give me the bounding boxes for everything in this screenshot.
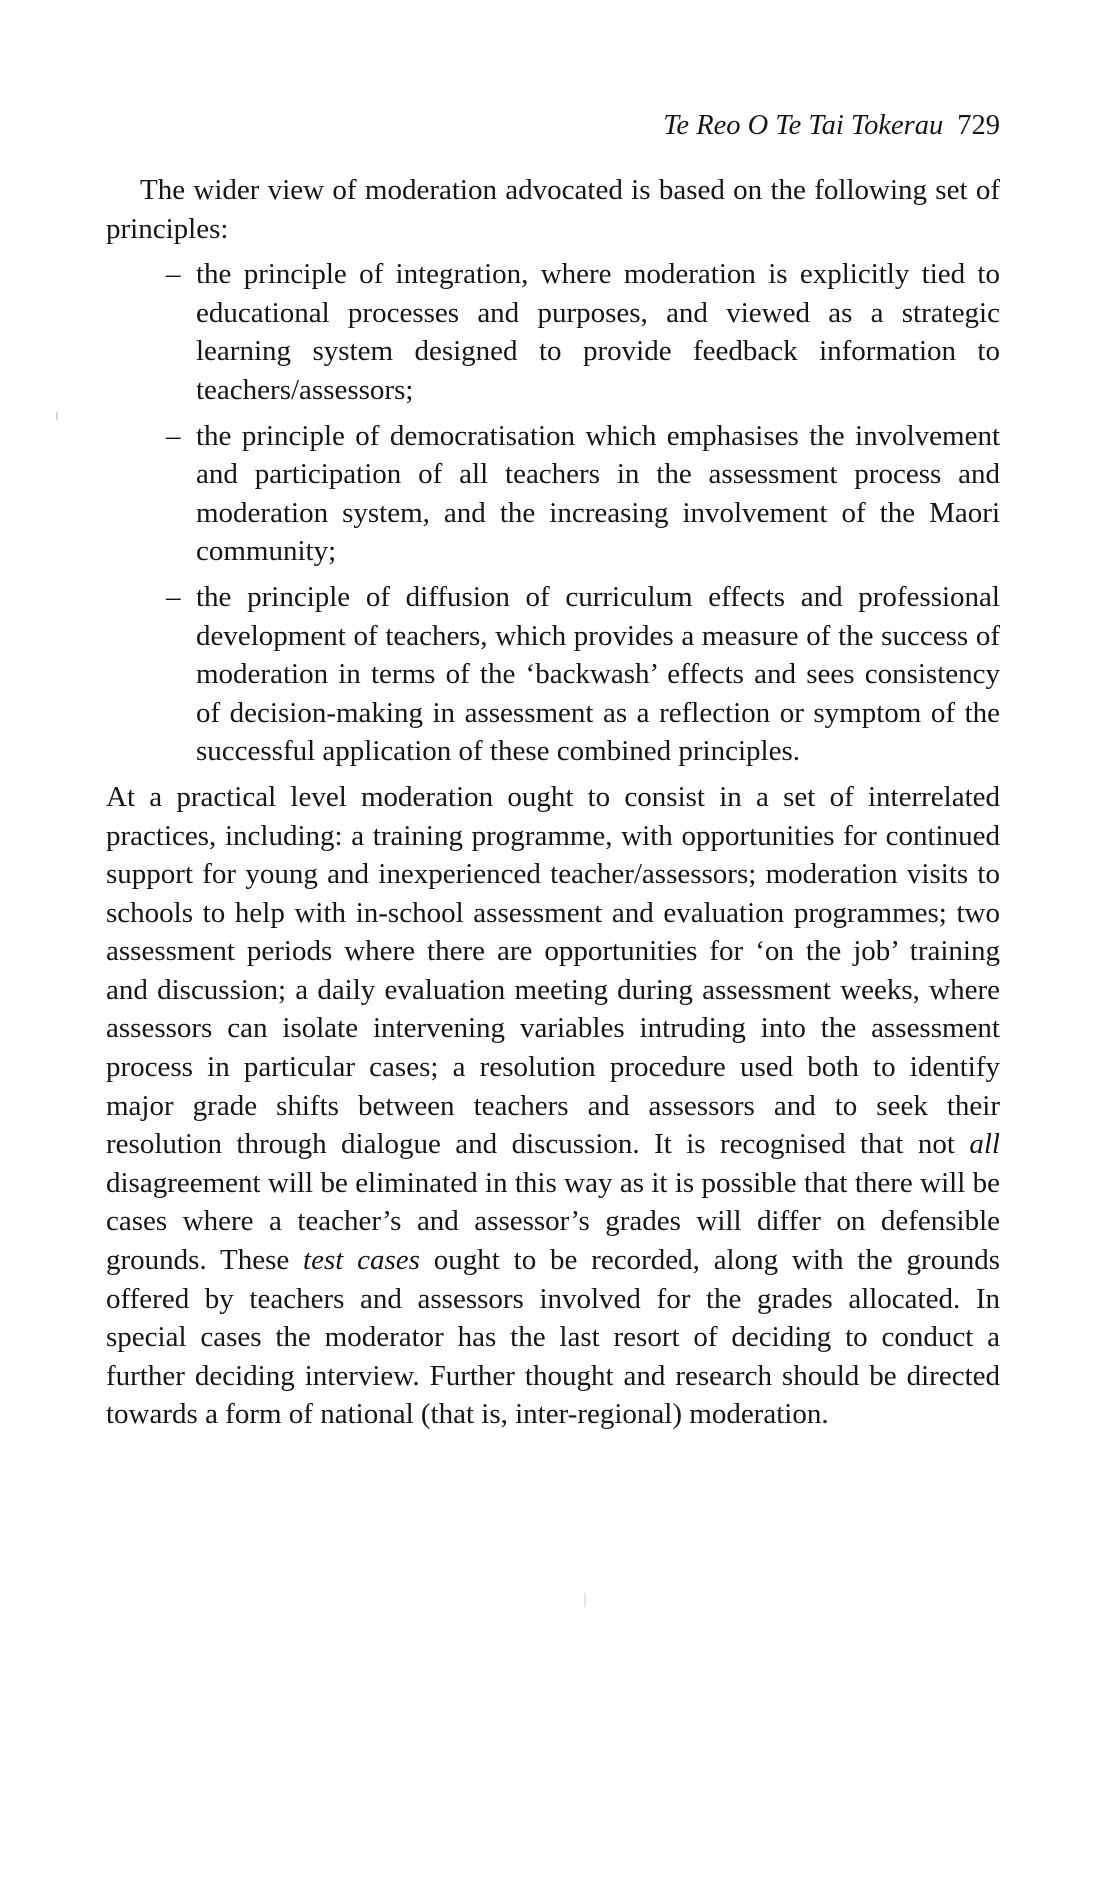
margin-mark <box>56 412 58 420</box>
scan-mark <box>584 1593 586 1607</box>
practical-text-2: disagreement will be eliminated in this way as it is possible that there will be cases where a teacher’s and assessor’s grades will differ on defensible grounds. These <box>106 1166 1000 1277</box>
practical-text-3: ought to be recorded, along with the grounds offered by teachers and assessors involved for the grades allocated. In special cases the moderator has the last resort of deciding to conduct a further deciding interview. Further thought and research should be directed towards a form of national (that is, inter-regional) moderation. <box>106 1244 1000 1431</box>
principle-integration: – the principle of integration, where moderation is explicitly tied to educational processes and purposes, and viewed as a strategic learning system designed to provide feedback information to teachers/assessors; <box>196 255 1000 409</box>
principle-diffusion: – the principle of diffusion of curriculum effects and professional development of teachers, which provides a measure of the success of moderation in terms of the ‘backwash’ effects and sees consistency of decision-making in assessment as a reflection or symptom of the successful application of these combined principles. <box>196 578 1000 771</box>
journal-title: Te Reo O Te Tai Tokerau <box>663 110 944 141</box>
practical-paragraph <box>106 778 1000 1434</box>
principles-list <box>106 255 1000 771</box>
running-head <box>560 108 1000 144</box>
body-text <box>106 171 1000 1434</box>
emphasis-test-cases: test cases <box>303 1244 420 1277</box>
page-number: 729 <box>957 110 1000 141</box>
emphasis-all: all <box>969 1128 1000 1161</box>
principle-democratisation: – the principle of democratisation which emphasises the involvement and participation of all teachers in the assessment process and moderation system, and the increasing involvement of the Maori community; <box>196 417 1000 571</box>
practical-text-1: At a practical level moderation ought to consist in a set of interrelated practices, including: a training programme, with opportunities for continued support for young and inexperienced teacher/assessors; moderation visits to schools to help with in-school assessment and evaluation programmes; two assessment periods where there are opportunities for ‘on the job’ training and discussion; a daily evaluation meeting during assessment weeks, where assessors can isolate intervening variables intruding into the assessment process in particular cases; a resolution procedure used both to identify major grade shifts between teachers and assessors and to seek their resolution through dialogue and discussion. It is recognised that not <box>106 780 1000 1161</box>
intro-paragraph: The wider view of moderation advocated is based on the following set of principles: <box>106 174 1000 245</box>
